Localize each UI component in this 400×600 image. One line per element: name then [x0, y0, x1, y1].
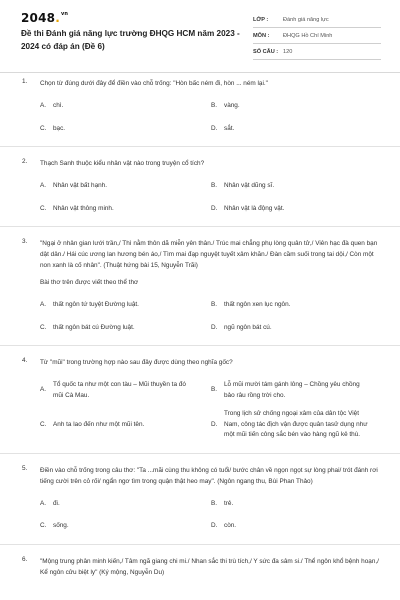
question-divider — [0, 345, 400, 346]
option-letter: A. — [40, 499, 47, 507]
option-text: bạc. — [53, 124, 66, 132]
option-b[interactable] — [211, 499, 371, 510]
meta-key: LỚP : — [253, 16, 269, 23]
question-6 — [0, 556, 400, 578]
option-letter: B. — [211, 102, 218, 109]
option-letter: B. — [211, 301, 218, 308]
question-5 — [0, 465, 400, 532]
option-letter: D. — [211, 323, 218, 331]
option-c[interactable] — [40, 204, 211, 215]
option-letter: C. — [40, 420, 47, 428]
meta-row-count — [253, 44, 381, 60]
header-divider — [0, 72, 400, 73]
logo-suffix: vn — [60, 11, 69, 17]
question-number: 4. — [22, 357, 28, 364]
question-text: "Ngại ở nhân gian lưới trần,/ Thì nằm thôn dã miễn yên thân./ Trúc mai chẳng phụ lòng quân tử,/ Viên hạc đà quen bạn dật dân./ Hái cúc ương lan hương bén áo,/ Tìm mai đạp nguyệt tuyết xâm khăn./ Đàn cầm suối trong tai dội,/ Còn một non xanh là cố nhân". (Thuật hứng bài 15, Nguyễn Trãi) — [40, 240, 378, 269]
option-text: Lỗ mũi mười tám gánh lông – Chồng yêu chồng bảo râu rồng trời cho. — [224, 381, 360, 399]
option-text: trẻ. — [224, 499, 234, 507]
question-number: 5. — [22, 464, 28, 472]
logo-text: 2048 — [21, 11, 56, 25]
option-b[interactable] — [211, 380, 371, 401]
option-letter: C. — [40, 323, 47, 331]
option-text: đi. — [53, 499, 60, 507]
option-a[interactable] — [40, 300, 211, 311]
option-text: Tổ quốc ta như một con tàu – Mũi thuyền ta đó mũi Cà Mau. — [53, 381, 186, 399]
question-4 — [0, 357, 400, 441]
option-text: Nhân vật là động vật. — [224, 204, 285, 212]
option-d[interactable] — [211, 124, 371, 135]
meta-value: ĐHQG Hồ Chí Minh — [283, 32, 333, 39]
option-c[interactable] — [40, 124, 211, 135]
question-text: Chọn từ đúng dưới đây để điền vào chỗ trống: "Hòn bấc ném đi, hòn ... ném lại." — [40, 80, 268, 87]
meta-row-subject — [253, 28, 381, 44]
question-list — [0, 78, 400, 578]
option-b[interactable] — [211, 101, 371, 112]
option-text: sống. — [53, 522, 69, 529]
question-number: 3. — [22, 238, 28, 245]
option-text: sắt. — [224, 124, 235, 132]
option-a[interactable] — [40, 101, 211, 112]
meta-table — [253, 12, 381, 60]
question-number: 1. — [22, 78, 28, 85]
option-d[interactable] — [211, 409, 371, 441]
meta-value: Đánh giá năng lực — [283, 16, 329, 23]
answer-options — [40, 499, 382, 532]
option-letter: B. — [211, 386, 218, 393]
site-logo[interactable] — [21, 11, 68, 25]
option-text: thất ngôn xen lục ngôn. — [224, 301, 291, 308]
option-d[interactable] — [211, 323, 371, 334]
option-text: Nhân vật thông minh. — [53, 204, 114, 212]
answer-options — [40, 380, 382, 441]
option-a[interactable] — [40, 181, 211, 192]
option-text: chì. — [53, 102, 64, 109]
option-letter: D. — [211, 420, 218, 428]
option-text: Trong lịch sử chống ngoại xâm của dân tộc Việt Nam, công tác địch vận được quân tasử dụng như một mũi tiến công sắc bén vào hàng ngũ kẻ thù. — [224, 410, 368, 438]
option-a[interactable] — [40, 380, 211, 401]
question-text: Điền vào chỗ trống trong câu thơ: "Ta ...mãi cùng thu không có tuổi/ bước chân về ngọn ngọt sự lòng phai/ trót đánh rơi tiếng cười trên cỏ rối/ ngẩn ngơ tìm trong quận thật heo may". (Ngôn ngang thu, Bùi Phan Thảo) — [40, 466, 378, 485]
question-3 — [0, 238, 400, 333]
question-text: Thạch Sanh thuộc kiểu nhân vật nào trong truyện cổ tích? — [40, 160, 205, 167]
option-d[interactable] — [211, 521, 371, 532]
question-prompt: Bài thơ trên được viết theo thể thơ — [40, 279, 139, 286]
question-text: Từ "mũi" trong trường hợp nào sau đây được dùng theo nghĩa gốc? — [40, 359, 233, 366]
option-letter: D. — [211, 522, 218, 529]
question-divider — [0, 544, 400, 545]
logo-dot: . — [55, 11, 60, 25]
option-a[interactable] — [40, 499, 211, 510]
page-title: Đề thi Đánh giá năng lực trường ĐHQG HCM năm 2023 - 2024 có đáp án (Đề 6) — [21, 29, 240, 51]
option-letter: C. — [40, 124, 47, 132]
header — [0, 0, 400, 70]
answer-options — [40, 181, 382, 214]
meta-key: MÔN : — [253, 32, 270, 39]
question-divider — [0, 226, 400, 227]
option-c[interactable] — [40, 521, 211, 532]
option-letter: B. — [211, 499, 218, 507]
option-b[interactable] — [211, 181, 371, 192]
option-letter: A. — [40, 386, 47, 393]
option-letter: A. — [40, 102, 47, 109]
option-text: vàng. — [224, 102, 240, 109]
option-letter: D. — [211, 124, 218, 132]
option-text: còn. — [224, 522, 237, 529]
option-text: Nhân vật bất hạnh. — [53, 182, 108, 189]
option-text: thất ngôn tứ tuyệt Đường luật. — [53, 301, 139, 308]
meta-row-class — [253, 12, 381, 28]
meta-key: SỐ CÂU : — [253, 48, 279, 55]
option-text: thất ngôn bát cú Đường luật. — [53, 323, 135, 331]
question-2 — [0, 158, 400, 214]
option-b[interactable] — [211, 300, 371, 311]
option-text: Nhân vật dũng sĩ. — [224, 182, 275, 189]
option-d[interactable] — [211, 204, 371, 215]
question-text: "Mộng trung phân minh kiến,/ Tâm ngã giang chi mi./ Nhan sắc thi trù tích,/ Y sức đa sâm si./ Thể ngôn khổ bệnh hoạn,/ Kể ngôn cửu biệt ly" (Ký mộng, Nguyễn Du) — [40, 557, 379, 576]
option-letter: D. — [211, 204, 218, 212]
option-letter: C. — [40, 204, 47, 212]
option-text: Anh ta lao đến như một mũi tên. — [53, 420, 145, 428]
question-number: 2. — [22, 158, 28, 165]
question-divider — [0, 146, 400, 147]
option-letter: C. — [40, 522, 47, 529]
question-divider — [0, 453, 400, 454]
option-letter: A. — [40, 182, 47, 189]
question-1 — [0, 78, 400, 134]
question-number: 6. — [22, 555, 28, 563]
option-c[interactable] — [40, 323, 211, 334]
option-letter: B. — [211, 182, 218, 189]
meta-value: 120 — [283, 48, 293, 55]
answer-options — [40, 300, 382, 333]
option-letter: A. — [40, 301, 47, 308]
option-c[interactable] — [40, 409, 211, 441]
answer-options — [40, 101, 382, 134]
option-text: ngũ ngôn bát cú. — [224, 323, 272, 331]
